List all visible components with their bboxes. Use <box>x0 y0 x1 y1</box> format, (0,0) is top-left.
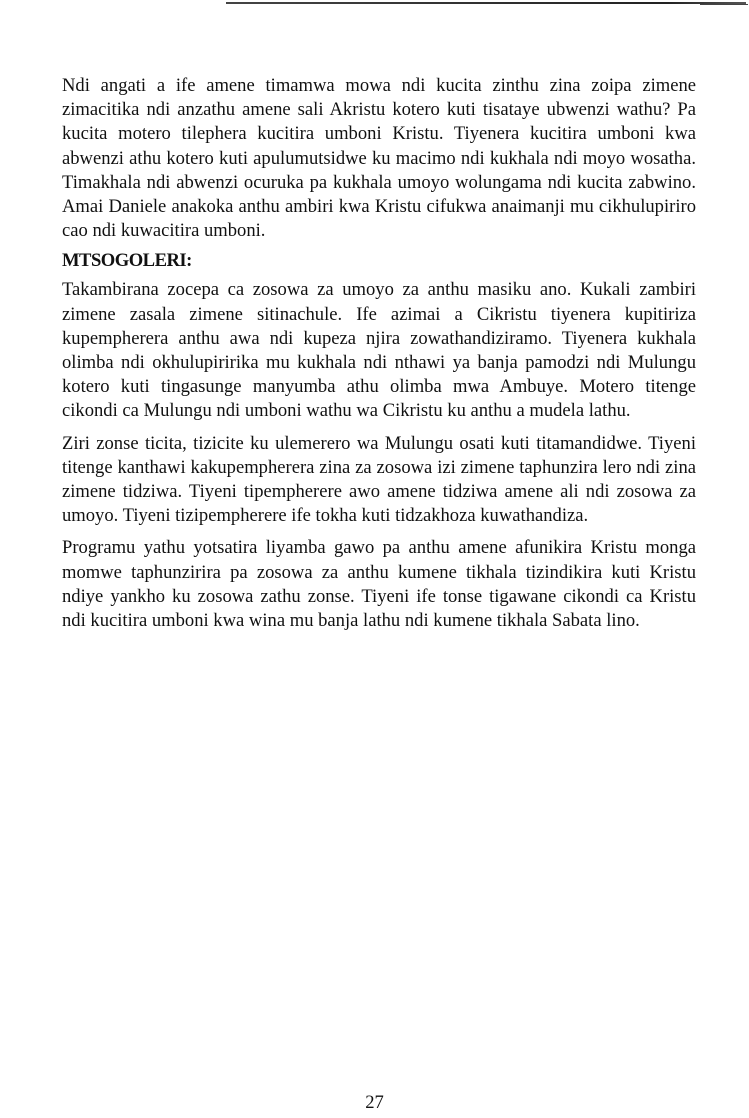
top-rule <box>226 2 746 4</box>
paragraph-1: Ndi angati a ife amene timamwa mowa ndi kucita zinthu zina zoipa zimene zimacitika ndi anzathu amene sali Akristu kotero kuti tisataye ubwenzi wathu? Pa kucita motero tilephera kucitira umboni Kristu. Tiyenera kucitira umboni kwa abwenzi athu kotero kuti apulumutsidwe ku macimo ndi kukhala ndi moyo wosatha. Timakhala ndi abwenzi ocuruka pa kukhala umoyo wolungama ndi kucita zabwino. Amai Daniele anakoka anthu ambiri kwa Kristu cifukwa anaimanji mu cikhulupiriro cao ndi kuwacitira umboni. <box>62 75 696 242</box>
paragraph-2: Takambirana zocepa ca zosowa za umoyo za anthu masiku ano. Kukali zambiri zimene zasala zimene sitinachule. Ife azimai a Cikristu tiyenera kupitiriza kupempherera anthu awa ndi kupeza njira zowathandiziramo. Tiyenera kukhala olimba ndi okhulupiririka mu kukhala ndi nthawi ya banja pamodzi ndi Mulungu kotero kuti tingasunge manyumba athu olimba mwa Ambuye. Motero titenge cikondi ca Mulungu ndi umboni wathu wa Cikristu ku anthu a mudela lathu. <box>62 279 696 422</box>
page-body <box>62 74 696 633</box>
section-heading: MTSOGOLERI: <box>62 250 192 272</box>
paragraph-4: Programu yathu yotsatira liyamba gawo pa anthu amene afunikira Kristu monga momwe taphunzirira pa zosowa za anthu kumene tikhala tizindikira kuti Kristu ndiye yankho ku zosowa zathu zonse. Tiyeni ife tonse tigawane cikondi ca Kristu ndi kucitira umboni kwa wina mu banja lathu ndi kumene tikhala Sabata lino. <box>62 537 696 632</box>
page-number: 27 <box>365 1092 384 1113</box>
top-rule-tail <box>700 4 748 5</box>
paragraph-3: Ziri zonse ticita, tizicite ku ulemerero wa Mulungu osati kuti titamandidwe. Tiyeni titenge kanthawi kakupempherera zina za zosowa izi zimene taphunzira lero ndi zina zimene tidziwa. Tiyeni tipempherere awo amene tidziwa amene ali ndi zosowa za umoyo. Tiyeni tizipempherere ife tokha kuti tidzakhoza kuwathandiza. <box>62 432 696 527</box>
